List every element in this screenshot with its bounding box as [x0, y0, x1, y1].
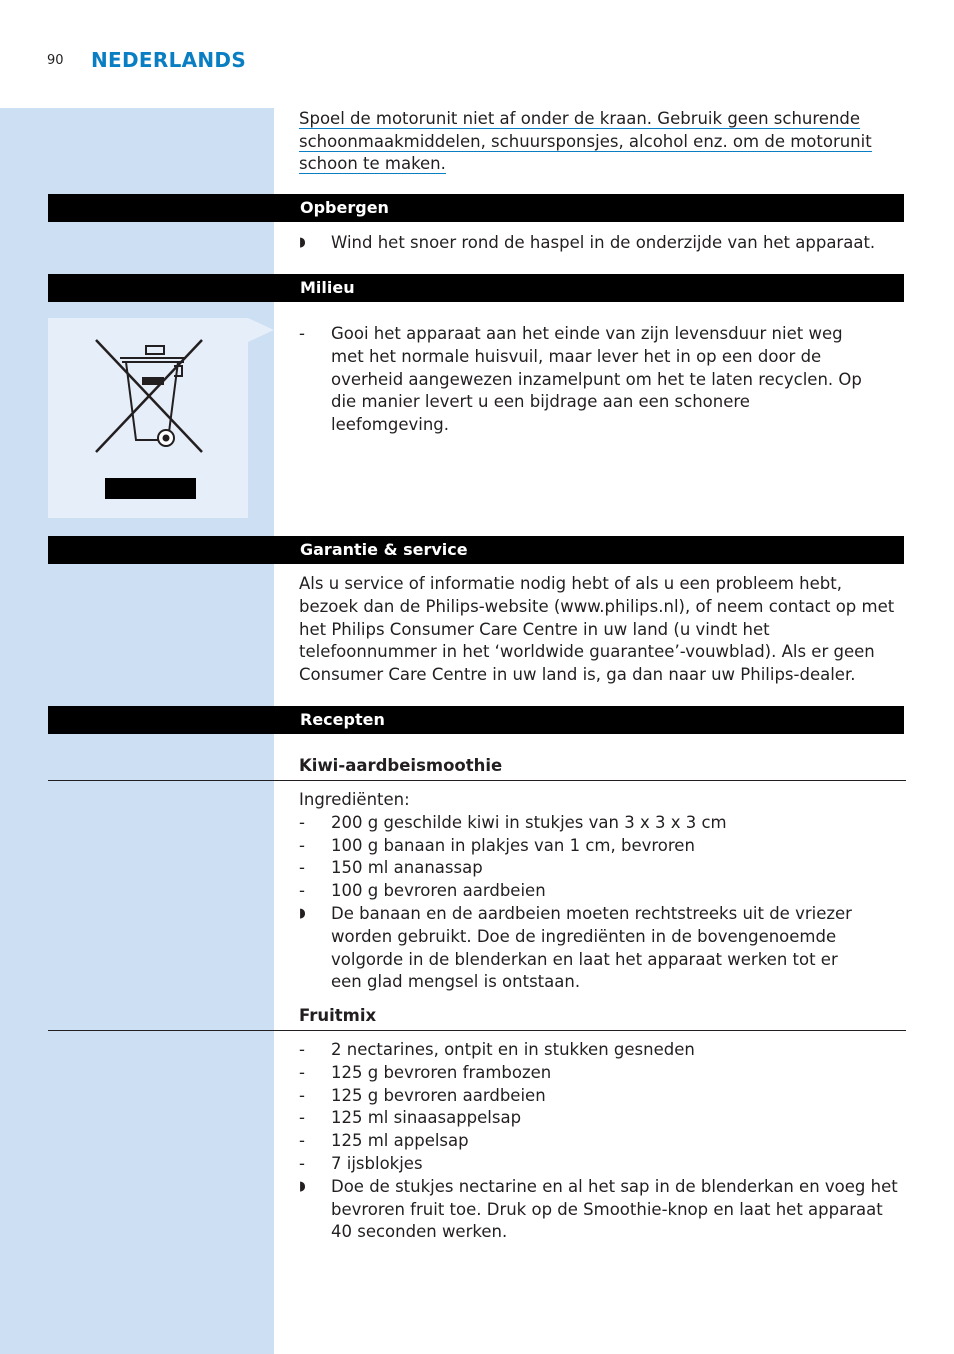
list-item: - 200 g geschilde kiwi in stukjes van 3 x 3 x 3 cm — [299, 812, 899, 835]
page-number: 90 — [47, 53, 64, 68]
philips-website-link[interactable]: www.philips.nl — [560, 596, 679, 616]
dash-marker: - — [299, 1062, 305, 1082]
list-item: - 100 g bevroren aardbeien — [299, 880, 899, 903]
dash-marker: - — [299, 1153, 305, 1173]
section-bar-garantie — [48, 536, 904, 564]
divider — [48, 1030, 906, 1031]
list-item: - 125 ml appelsap — [299, 1130, 902, 1153]
section-title-garantie: Garantie & service — [300, 540, 468, 559]
list-item: ◗ De banaan en de aardbeien moeten rechtstreeks uit de vriezer worden gebruikt. Doe de ingrediënten in de bovengenoemde volgorde in de blenderkan en laat het apparaat werken tot er een glad mengsel is ontstaan. — [299, 903, 852, 992]
dash-marker: - — [299, 858, 305, 878]
garantie-text: Als u service of informatie nodig hebt of als u een probleem hebt, bezoek dan de Philips-website (www.philips.nl), of neem contact op met het Philips Consumer Care Centre in uw land (u vindt het telefoonnummer in het ‘worldwide guarantee’-vouwblad). Als er geen Consumer Care Centre in uw land is, ga dan naar uw Philips-dealer. — [299, 574, 895, 685]
list-item: ◗ Wind het snoer rond de haspel in de onderzijde van het apparaat. — [299, 232, 899, 255]
dash-marker: - — [299, 1131, 305, 1151]
dash-marker: - — [299, 1108, 305, 1128]
kiwi-recipe — [299, 789, 899, 994]
list-item: ◗ Doe de stukjes nectarine en al het sap in de blenderkan en voeg het bevroren fruit toe. Druk op de Smoothie-knop en laat het apparaat 40 seconden werken. — [299, 1176, 898, 1242]
list-item: - 125 ml sinaasappelsap — [299, 1107, 902, 1130]
milieu-text — [299, 323, 871, 437]
opbergen-steps — [299, 232, 899, 255]
dash-marker: - — [299, 1040, 305, 1059]
list-item: - Gooi het apparaat aan het einde van zijn levensduur niet weg met het normale huisvuil, maar lever het in op een door de overheid aangewezen inzamelpunt om het te laten recyclen. Op die manier levert u een bijdrage aan een schonere leefomgeving. — [299, 324, 862, 435]
recipe-title-kiwi: Kiwi-aardbeismoothie — [299, 756, 503, 775]
section-title-opbergen: Opbergen — [300, 198, 389, 217]
section-bar-milieu — [48, 274, 904, 302]
list-item: - 2 nectarines, ontpit en in stukken gesneden — [299, 1039, 902, 1062]
dash-marker: - — [299, 324, 305, 343]
dash-marker: - — [299, 1085, 305, 1105]
cleaning-warning — [299, 108, 889, 176]
list-item: - 100 g banaan in plakjes van 1 cm, bevroren — [299, 835, 899, 858]
section-title-milieu: Milieu — [300, 278, 355, 297]
cleaning-warning-text: Spoel de motorunit niet af onder de kraan. Gebruik geen schurende schoonmaakmiddelen, schuursponsjes, alcohol enz. om de motorunit schoon te maken. — [299, 109, 872, 173]
crossed-out-wheelie-bin-icon — [48, 318, 248, 518]
fruitmix-recipe — [299, 1039, 902, 1244]
ingredients-label: Ingrediënten: — [299, 790, 410, 809]
section-bar-recepten — [48, 706, 904, 734]
list-item: - 125 g bevroren aardbeien — [299, 1085, 902, 1108]
language-heading: NEDERLANDS — [91, 48, 247, 72]
list-item: - 125 g bevroren frambozen — [299, 1062, 902, 1085]
section-title-recepten: Recepten — [300, 710, 385, 729]
dash-marker: - — [299, 812, 305, 832]
dash-marker: - — [299, 835, 305, 855]
section-bar-opbergen — [48, 194, 904, 222]
illustration-pointer — [248, 318, 274, 342]
recycling-illustration — [48, 318, 248, 518]
recipe-title-fruitmix: Fruitmix — [299, 1006, 377, 1025]
bullet-triangle-icon: ◗ — [299, 905, 306, 921]
list-item: - 7 ijsblokjes — [299, 1153, 902, 1176]
list-item: - 150 ml ananassap — [299, 857, 899, 880]
dash-marker: - — [299, 881, 305, 901]
bullet-triangle-icon: ◗ — [299, 1178, 306, 1194]
bullet-triangle-icon: ◗ — [299, 235, 306, 250]
divider — [48, 780, 906, 781]
